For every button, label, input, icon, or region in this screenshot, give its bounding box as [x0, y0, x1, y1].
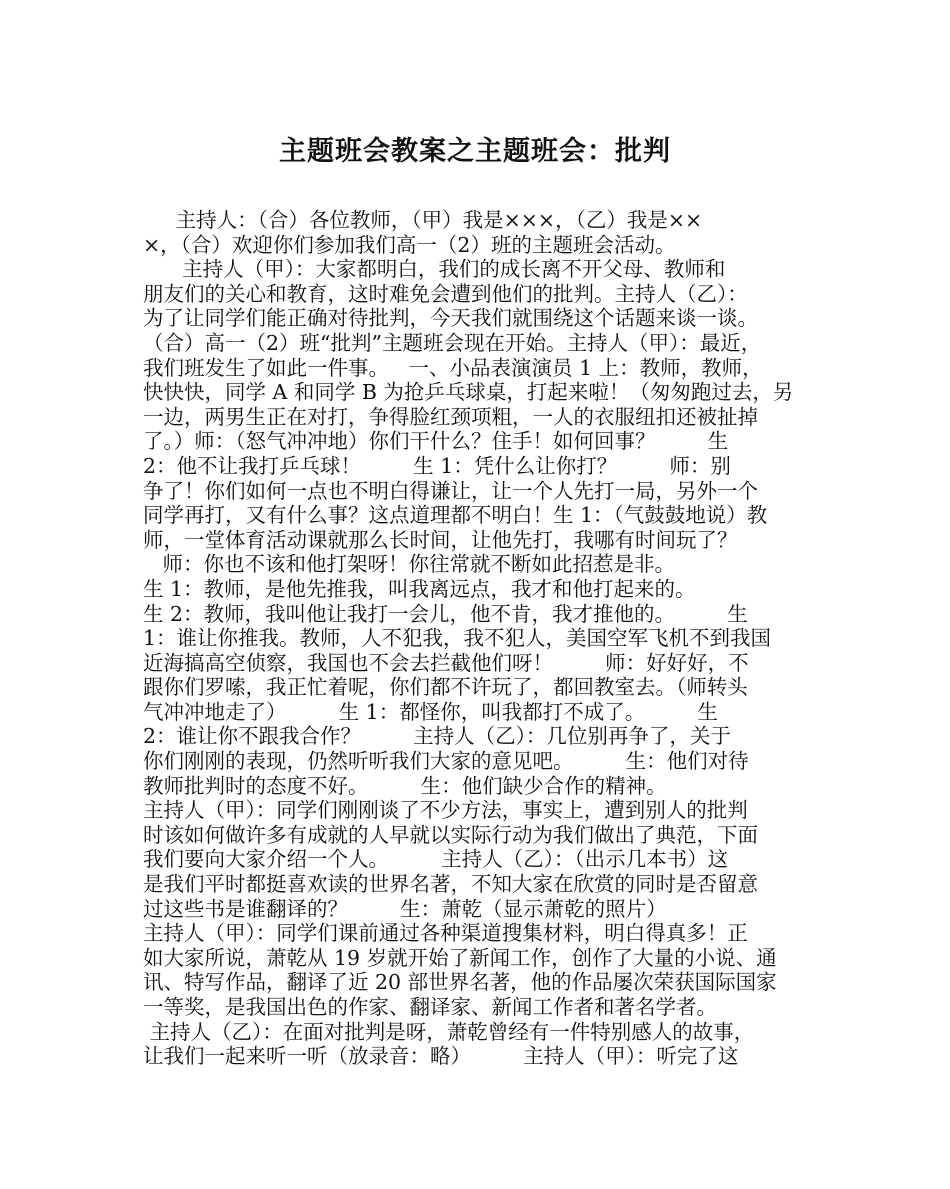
text-line: 2：他不让我打乒乓球！ 生 1：凭什么让你打？ 师：别 — [143, 453, 731, 478]
text-line: （合）高一（2）班“批判”主题班会现在开始。主持人（甲）：最近， — [143, 330, 762, 355]
document-body — [143, 208, 811, 1069]
text-line: 教师批判时的态度不好。 生：他们缺少合作的精神。 — [143, 773, 667, 798]
text-line: 近海搞高空侦察，我国也不会去拦截他们呀！ 师：好好好，不 — [143, 650, 749, 675]
text-line: 1：谁让你推我。教师，人不犯我，我不犯人，美国空军飞机不到我国 — [143, 626, 772, 651]
text-line: 主持人（甲）：同学们课前通过各种渠道搜集材料，明白得真多！正 — [143, 921, 748, 946]
text-line: 过这些书是谁翻译的？ 生：萧乾（显示萧乾的照片） — [143, 896, 667, 921]
text-line: 了。）师：（怒气冲冲地）你们干什么？住手！如何回事？ 生 — [143, 429, 729, 454]
text-line: 主持人：（合）各位教师，（甲）我是×××，（乙）我是×× — [143, 208, 703, 232]
text-line: 让我们一起来听一听（放录音：略） 主持人（甲）：听完了这 — [143, 1044, 739, 1069]
text-line: 主持人（甲）：大家都明白，我们的成长离不开父母、教师和 — [143, 257, 726, 282]
text-line: 一边，两男生正在对打，争得脸红颈项粗，一人的衣服纽扣还被扯掉 — [143, 404, 758, 429]
text-line: 气冲冲地走了） 生 1：都怪你，叫我都打不成了。 生 — [143, 699, 718, 724]
text-line: ×，（合）欢迎你们参加我们高一（2）班的主题班会活动。 — [143, 232, 676, 257]
text-line: 跟你们罗嗦，我正忙着呢，你们都不许玩了，都回教室去。（师转头 — [143, 675, 748, 700]
text-line: 是我们平时都挺喜欢读的世界名著，不知大家在欣赏的同时是否留意 — [143, 872, 758, 897]
text-line: 你们刚刚的表现，仍然听听我们大家的意见吧。 生：他们对待 — [143, 749, 749, 774]
text-line: 主持人（甲）：同学们刚刚谈了不少方法，事实上，遭到别人的批判 — [143, 798, 748, 823]
text-line: 生 1：教师，是他先推我，叫我离远点，我才和他打起来的。 — [143, 576, 696, 601]
text-line: 主持人（乙）：在面对批判是呀，萧乾曾经有一件特别感人的故事， — [143, 1019, 755, 1044]
text-line: 为了让同学们能正确对待批判，今天我们就围绕这个话题来谈一谈。 — [143, 306, 758, 331]
text-line: 师，一堂体育活动课就那么长时间，让他先打，我哪有时间玩了？ — [143, 527, 738, 552]
text-line: 如大家所说，萧乾从 19 岁就开始了新闻工作，创作了大量的小说、通 — [143, 945, 777, 970]
text-line: 我们班发生了如此一件事。 一、小品表演演员 1 上：教师，教师， — [143, 355, 763, 380]
text-line: 快快快，同学 A 和同学 B 为抢乒乓球桌，打起来啦！（匆匆跑过去，另 — [143, 380, 794, 405]
document-title: 主题班会教案之主题班会：批判 — [279, 136, 671, 167]
text-line: 我们要向大家介绍一个人。 主持人（乙）：（出示几本书）这 — [143, 847, 729, 872]
text-line: 师：你也不该和他打架呀！你往常就不断如此招惹是非。 — [143, 552, 676, 577]
text-line: 一等奖，是我国出色的作家、翻译家、新闻工作者和著名学者。 — [143, 995, 717, 1019]
text-line: 2：谁让你不跟我合作？ 主持人（乙）：几位别再争了，关于 — [143, 724, 731, 749]
text-line: 讯、特写作品，翻译了近 20 部世界名著，他的作品屡次荣获国际国家 — [143, 970, 777, 995]
text-line: 时该如何做许多有成就的人早就以实际行动为我们做出了典范，下面 — [143, 822, 758, 847]
text-line: 同学再打，又有什么事？这点道理都不明白！生 1：（气鼓鼓地说）教 — [143, 503, 768, 528]
text-line: 朋友们的关心和教育，这时难免会遭到他们的批判。主持人（乙）： — [143, 281, 748, 306]
text-line: 生 2：教师，我叫他让我打一会儿，他不肯，我才推他的。 生 — [143, 601, 748, 626]
text-line: 争了！你们如何一点也不明白得谦让，让一个人先打一局，另外一个 — [143, 478, 758, 503]
